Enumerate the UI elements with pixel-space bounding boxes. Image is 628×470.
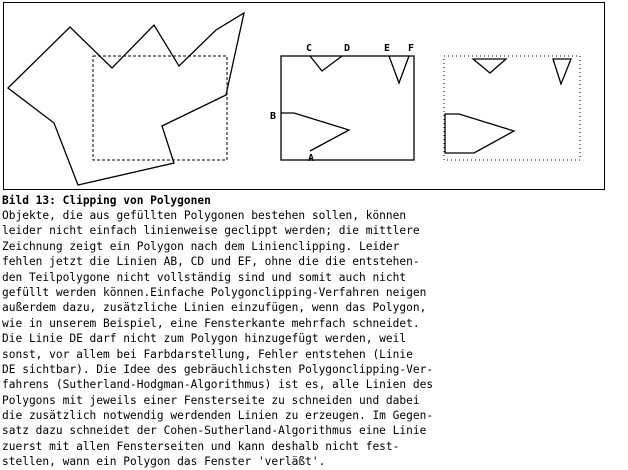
clipped-segment-cd <box>310 56 342 71</box>
text-line: Die Linie DE darf nicht zum Polygon hinzugefügt werden, weil <box>2 332 407 346</box>
text-line: sonst, vor allem bei Farbdarstellung, Fehler entstehen (Linie <box>2 347 413 361</box>
text-line: Objekte, die aus gefüllten Polygonen bestehen sollen, können <box>2 209 407 222</box>
body-text <box>2 208 626 470</box>
text-line: Zeichnung zeigt ein Polygon nach dem Linienclipping. Leider <box>2 239 400 253</box>
text-line: stellen, wann ein Polygon das Fenster 'verläßt'. <box>2 455 326 469</box>
text-line: satz dazu schneidet der Cohen-Sutherland-Algorithmus eine Linie <box>2 424 427 438</box>
text-line: fehlen jetzt die Linien AB, CD und EF, ohne die die entstehen- <box>2 255 420 269</box>
label-b: B <box>270 111 277 122</box>
text-line: wie in unserem Beispiel, eine Fensterkante mehrfach schneidet. <box>2 316 420 330</box>
polygon-clipped-drawing <box>444 56 580 160</box>
line-clipped-drawing <box>270 43 414 164</box>
label-e: E <box>384 43 391 54</box>
label-f: F <box>408 43 415 54</box>
text-line: gefüllt werden können.Einfache Polygonclipping-Verfahren neigen <box>2 285 427 299</box>
text-line: leider nicht einfach linienweise geclippt werden; die mittlere <box>2 224 420 238</box>
clipped-triangle-ef <box>553 59 571 84</box>
clipped-polygon-ab <box>445 114 514 153</box>
text-line: außerdem dazu, zusätzliche Linien einzufügen, wenn das Polygon, <box>2 301 427 315</box>
clip-window-solid <box>281 56 414 160</box>
original-polygon-drawing <box>8 13 244 185</box>
label-a: A <box>308 153 315 164</box>
figure-frame <box>3 2 605 190</box>
text-line: DE sichtbar). Die Idee des gebräuchlichsten Polygonclipping-Ver- <box>2 362 434 376</box>
label-c: C <box>306 43 313 54</box>
text-line: fahrens (Sutherland-Hodgman-Algorithmus) ist es, alle Linien des <box>2 378 434 392</box>
clip-window-dashed <box>93 56 227 160</box>
clipped-triangle-cd <box>473 59 506 73</box>
clip-window-dotted <box>444 56 580 160</box>
figure-caption: Bild 13: Clipping von Polygonen <box>2 194 211 207</box>
clipped-segment-ab <box>281 113 349 151</box>
original-polygon <box>8 13 244 185</box>
text-line: den Teilpolygone nicht vollständig sind und somit auch nicht <box>2 270 407 284</box>
text-line: Polygons mit jeweils einer Fensterseite zu schneiden und dabei <box>2 393 420 407</box>
label-d: D <box>344 43 351 54</box>
text-line: die zusätzlich notwendig werdenden Linien zu erzeugen. Im Gegen- <box>2 409 434 423</box>
clipped-segment-ef <box>389 56 409 83</box>
clipping-figure <box>4 3 606 191</box>
text-line: zuerst mit allen Fensterseiten und kann deshalb nicht fest- <box>2 439 400 453</box>
